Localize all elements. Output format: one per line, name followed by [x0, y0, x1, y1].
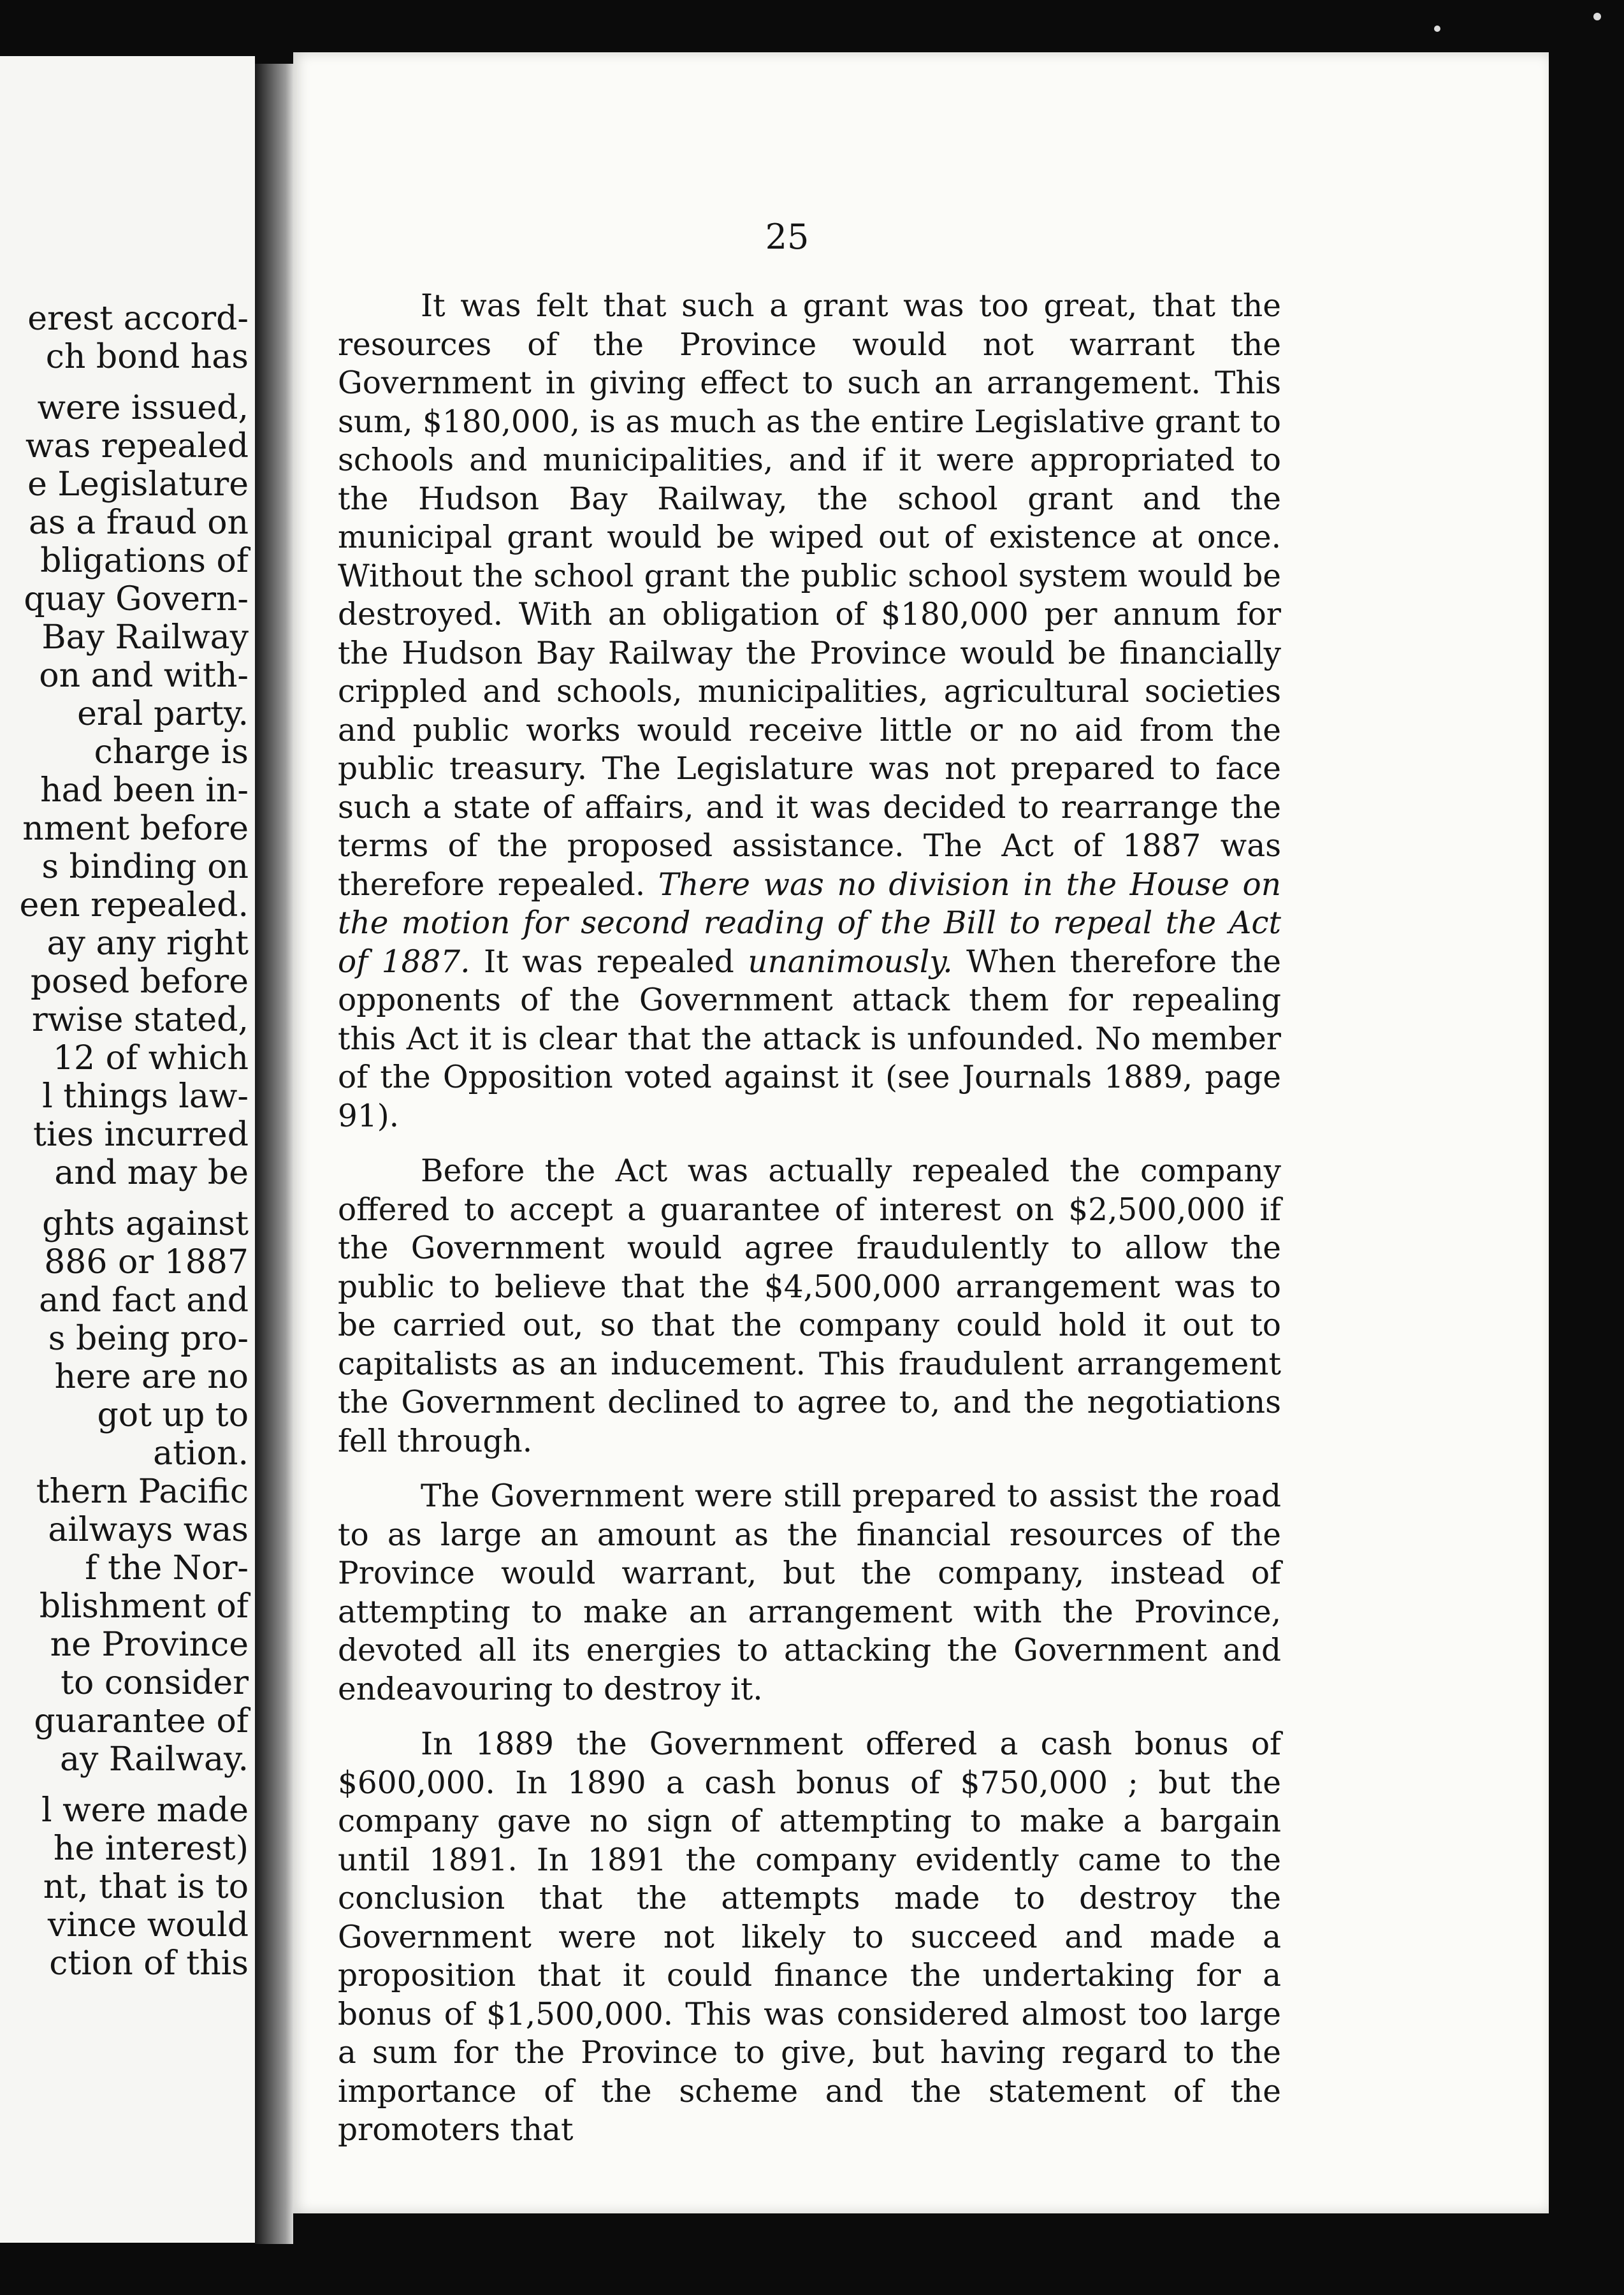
left-page-line: rwise stated,	[31, 1001, 249, 1039]
left-page-line: bligations of	[40, 542, 249, 580]
left-page-line: Bay Railway	[41, 618, 249, 657]
left-page-line: was repealed	[25, 427, 249, 465]
left-page-line: here are no	[54, 1358, 249, 1396]
left-page-line: 886 or 1887	[44, 1243, 249, 1281]
left-page-line: were issued,	[37, 389, 249, 427]
left-page-line: e Legislature	[27, 465, 249, 504]
paragraph-text: In 1889 the Government offered a cash bonus of $600,000. In 1890 a cash bonus of $750,000 ; but the company gave no sign of attempting to make a bargain until 1891. In 1891 the company evidently came to the conclusion that the attempts made to destroy the Government were not likely to succeed and made a proposition that it could finance the undertaking for a bonus of $1,500,000. This was considered almost too large a sum for the Province to give, but having regard to the importance of the scheme and the statement of the promoters that	[338, 1726, 1281, 2148]
paragraph-text: It was repealed	[470, 943, 748, 980]
left-page-line: ay Railway.	[59, 1740, 249, 1779]
left-page-line: quay Govern-	[24, 580, 249, 618]
page-number: 25	[765, 217, 809, 257]
left-page-line: he interest)	[53, 1830, 249, 1868]
body-paragraph	[338, 1477, 1281, 1708]
left-page-line: eral party.	[77, 695, 249, 733]
left-page-line: 12 of which	[52, 1039, 249, 1077]
left-page-line: ch bond has	[45, 338, 249, 376]
left-page-line: blishment of	[39, 1587, 249, 1626]
body-paragraph	[338, 1725, 1281, 2150]
scan-speck	[1593, 13, 1601, 20]
left-page-line: to consider	[61, 1664, 249, 1702]
left-page-line: s binding on	[41, 848, 249, 886]
left-page-line	[0, 1192, 249, 1205]
paragraph-text: When therefore the opponents of the Government attack them for repealing this Act it is clear that the attack is unfounded. No member of the Opposition voted against it (see Journals 1889, page 91).	[338, 943, 1281, 1134]
left-page-line: ay any right	[47, 924, 249, 963]
left-page-line: guarantee of	[34, 1702, 249, 1740]
left-page-line: nt, that is to	[43, 1868, 249, 1906]
left-page-line: and fact and	[39, 1281, 249, 1320]
left-page	[0, 56, 255, 2243]
left-page-line: l things law-	[42, 1077, 249, 1116]
italic-text: unanimously.	[748, 943, 953, 980]
left-page-line: posed before	[30, 963, 249, 1001]
left-page-line: as a fraud on	[29, 504, 249, 542]
left-page-line: on and with-	[39, 657, 249, 695]
left-page-line: ction of this	[49, 1944, 249, 1983]
body-text	[338, 287, 1281, 2166]
left-page-line	[0, 1779, 249, 1791]
left-page-line: got up to	[97, 1396, 249, 1434]
body-paragraph	[338, 287, 1281, 1135]
paragraph-text: It was felt that such a grant was too great, that the resources of the Province would not warrant the Government in giving effect to such an arrangement. This sum, $180,000, is as much as the entire Legislative grant to schools and municipalities, and if it were appropriated to the Hudson Bay Railway, the school grant and the municipal grant would be wiped out of existence at once. Without the school grant the public school system would be destroyed. With an obligation of $180,000 per annum for the Hudson Bay Railway the Province would be financially crippled and schools, municipalities, agricultural societies and public works would receive little or no aid from the public treasury. The Legislature was not prepared to face such a state of affairs, and it was decided to rearrange the terms of the proposed assistance. The Act of 1887 was therefore repealed.	[338, 288, 1281, 903]
italic-text: There was no division in the House on the motion for second reading of the Bill to repeal the Act of 1887.	[338, 866, 1281, 980]
left-page-line: f the Nor-	[85, 1549, 249, 1587]
left-page-line: een repealed.	[19, 886, 249, 924]
left-page-line: s being pro-	[48, 1320, 249, 1358]
scan-speck	[1434, 26, 1440, 32]
left-page-line: vince would	[47, 1906, 249, 1944]
left-page-line: l were made	[41, 1791, 249, 1830]
left-page-line: ation.	[153, 1434, 249, 1473]
left-page-line: and may be	[54, 1154, 249, 1192]
left-page-line: erest accord-	[27, 300, 249, 338]
left-page-line: ties incurred	[33, 1116, 249, 1154]
left-page-line: charge is	[94, 733, 249, 771]
book-gutter	[255, 64, 293, 2244]
left-page-line: ghts against	[42, 1205, 249, 1243]
paragraph-text: The Government were still prepared to assist the road to as large an amount as the financial resources of the Province would warrant, but the company, instead of attempting to make an arrangement with the Province, devoted all its energies to attacking the Government and endeavouring to destroy it.	[338, 1478, 1281, 1707]
left-page-line: ailways was	[48, 1511, 249, 1549]
left-page-line: had been in-	[40, 771, 249, 810]
left-page-text	[0, 300, 249, 1983]
body-paragraph	[338, 1152, 1281, 1461]
paragraph-text: Before the Act was actually repealed the company offered to accept a guarantee of interest on $2,500,000 if the Government would agree fraudulently to allow the public to believe that the $4,500,000 arrangement was to be carried out, so that the company could hold it out to capitalists as an inducement. This fraudulent arrangement the Government declined to agree to, and the negotiations fell through.	[338, 1153, 1281, 1459]
left-page-line: thern Pacific	[36, 1473, 249, 1511]
left-page-line: nment before	[22, 810, 249, 848]
left-page-line	[0, 376, 249, 389]
left-page-line: ne Province	[50, 1626, 249, 1664]
